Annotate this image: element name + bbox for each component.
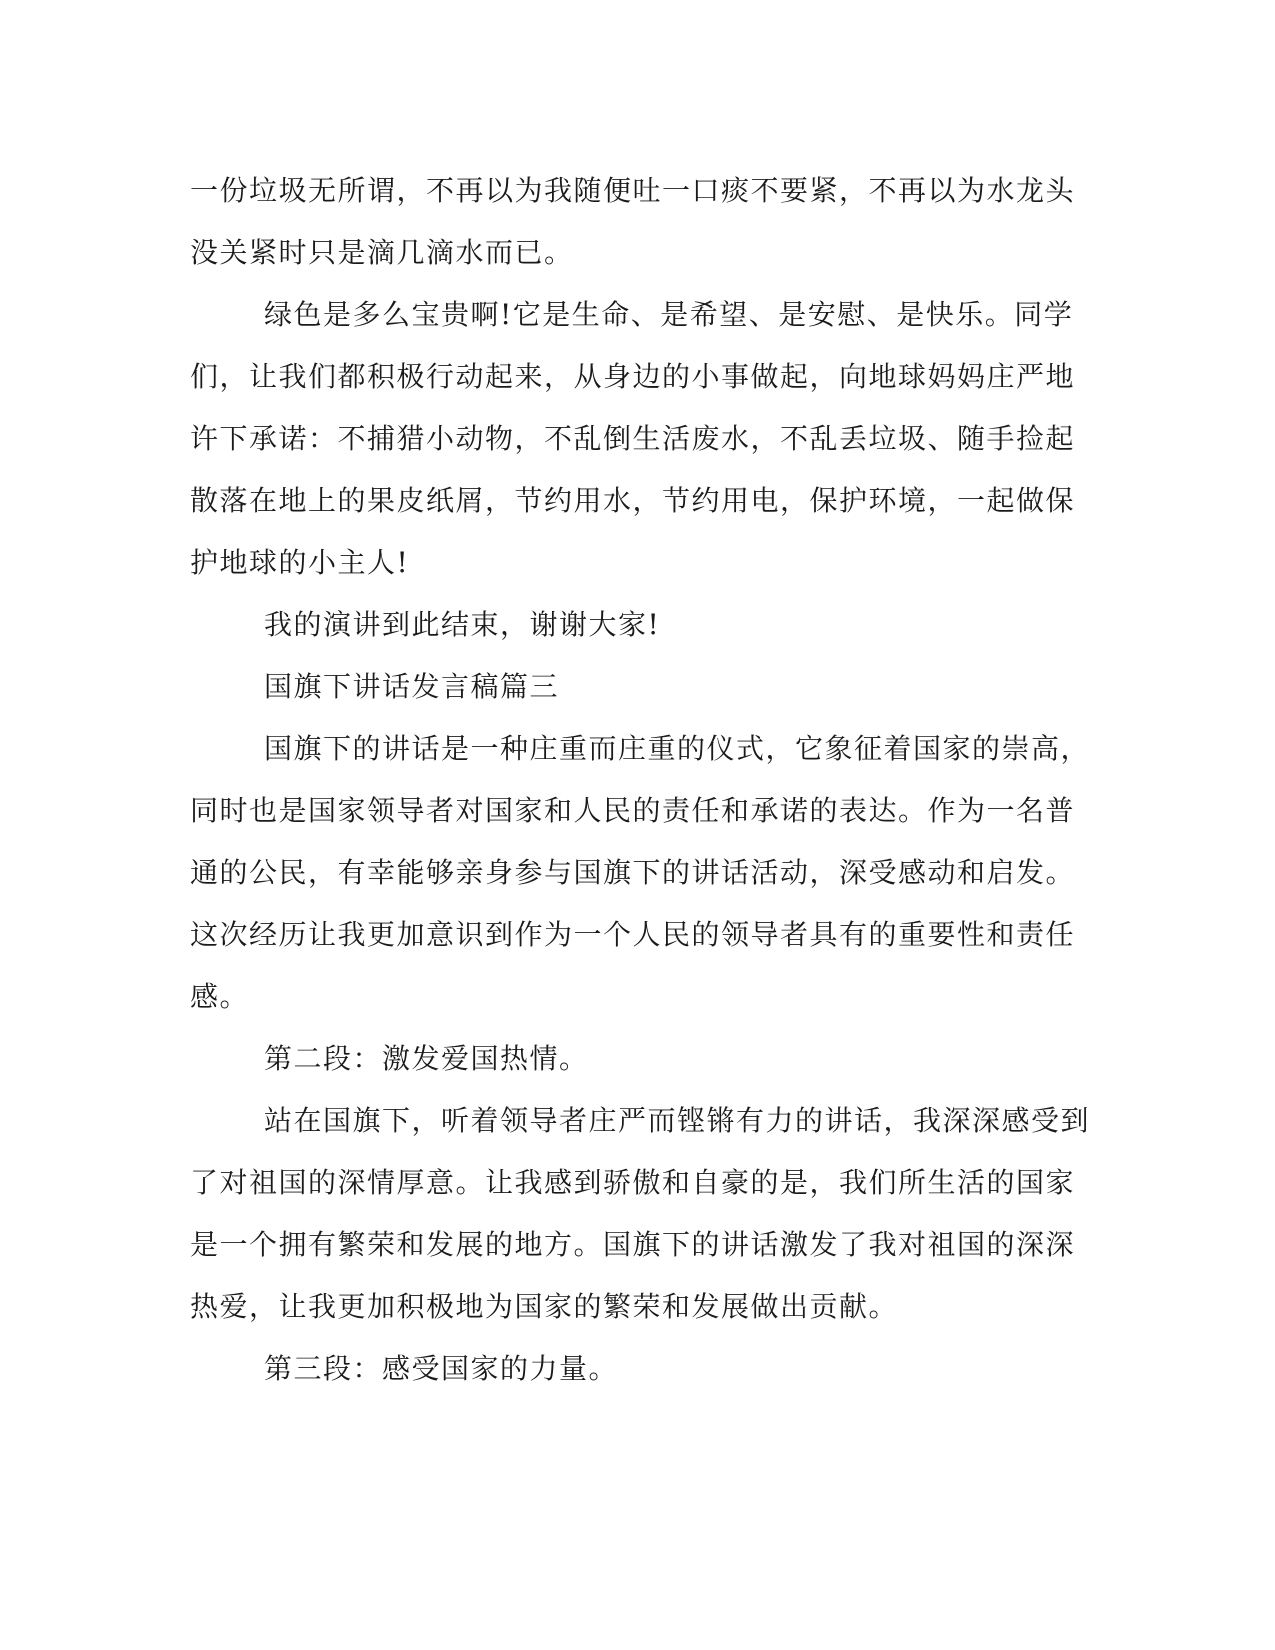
text-line: 第三段：感受国家的力量。 [264,1352,619,1385]
text-line: 没关紧时只是滴几滴水而已。 [190,236,574,269]
text-line: 通的公民，有幸能够亲身参与国旗下的讲话活动，深受感动和启发。 [190,856,1076,889]
text-line: 们，让我们都积极行动起来，从身边的小事做起，向地球妈妈庄严地 [190,360,1076,393]
text-line: 绿色是多么宝贵啊!它是生命、是希望、是安慰、是快乐。同学 [264,298,1074,331]
text-line: 站在国旗下，听着领导者庄严而铿锵有力的讲话，我深深感受到 [264,1104,1091,1137]
text-line: 了对祖国的深情厚意。让我感到骄傲和自豪的是，我们所生活的国家 [190,1166,1076,1199]
text-line: 热爱，让我更加积极地为国家的繁荣和发展做出贡献。 [190,1290,899,1323]
text-line: 感。 [190,980,250,1013]
text-line: 国旗下讲话发言稿篇三 [264,670,560,703]
text-line: 我的演讲到此结束，谢谢大家! [264,608,661,641]
text-line: 一份垃圾无所谓，不再以为我随便吐一口痰不要紧，不再以为水龙头 [190,174,1076,207]
text-line: 是一个拥有繁荣和发展的地方。国旗下的讲话激发了我对祖国的深深 [190,1228,1076,1261]
text-line: 护地球的小主人! [190,546,410,579]
text-line: 许下承诺：不捕猎小动物，不乱倒生活废水，不乱丢垃圾、随手捡起 [190,422,1076,455]
text-line: 这次经历让我更加意识到作为一个人民的领导者具有的重要性和责任 [190,918,1076,951]
text-line: 第二段：激发爱国热情。 [264,1042,589,1075]
text-line: 散落在地上的果皮纸屑，节约用水，节约用电，保护环境，一起做保 [190,484,1076,517]
text-line: 同时也是国家领导者对国家和人民的责任和承诺的表达。作为一名普 [190,794,1076,827]
document-body [190,160,1091,1400]
text-line: 国旗下的讲话是一种庄重而庄重的仪式，它象征着国家的崇高， [264,732,1091,765]
